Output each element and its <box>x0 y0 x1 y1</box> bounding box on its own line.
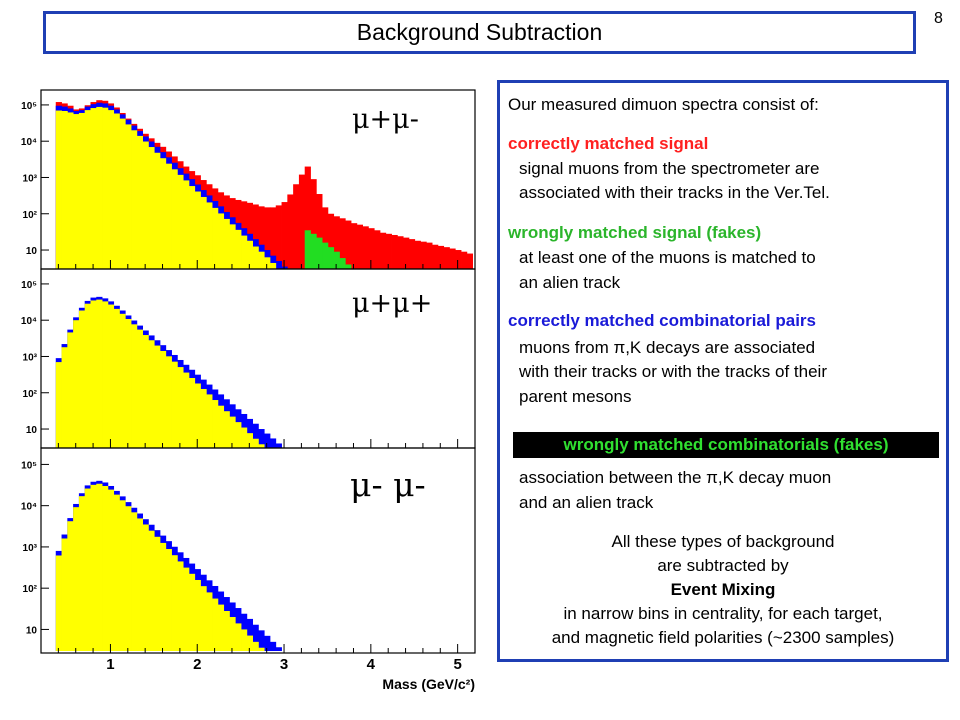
histogram-bar <box>374 230 380 269</box>
histogram-bar <box>403 238 409 269</box>
y-tick-label: 10² <box>22 584 37 596</box>
histogram-bar <box>229 224 235 269</box>
histogram-bar <box>345 221 351 269</box>
section-line: muons from π,K decays are associated <box>519 338 816 357</box>
histogram-bar <box>224 411 230 448</box>
section-heading-wrong-combinatorial: wrongly matched combinatorials (fakes) <box>513 432 939 458</box>
section-heading-correct-combinatorial: correctly matched combinatorial pairs <box>508 311 816 330</box>
spectrum-panel-1 <box>21 90 475 269</box>
histogram-bar <box>154 346 160 448</box>
histogram-bar <box>241 236 247 269</box>
section-line: parent mesons <box>519 387 632 406</box>
histogram-bar <box>137 518 143 651</box>
histogram-bar <box>102 486 108 651</box>
histogram-bar <box>432 245 438 269</box>
histogram-bar <box>264 434 270 448</box>
histogram-bar <box>224 219 230 269</box>
histogram-bar <box>85 304 91 448</box>
dimuon-spectra-plots <box>0 76 490 692</box>
intro-text: Our measured dimuon spectra consist of: <box>508 95 819 114</box>
histogram-bar <box>148 531 154 651</box>
histogram-bar <box>334 252 340 269</box>
histogram-bar <box>270 438 276 448</box>
histogram-bar <box>56 555 62 651</box>
histogram-bar <box>189 378 195 448</box>
page-number: 8 <box>934 10 943 27</box>
histogram-bar <box>415 241 421 269</box>
histogram-bar <box>62 347 68 448</box>
y-tick-label: 10³ <box>22 542 37 554</box>
section-heading-correct-signal: correctly matched signal <box>508 134 709 153</box>
histogram-bar <box>421 242 427 269</box>
histogram-bar <box>172 169 178 269</box>
histogram-bar <box>212 599 218 651</box>
histogram-bar <box>299 175 305 269</box>
histogram-bar <box>62 539 68 652</box>
histogram-bar <box>85 489 91 651</box>
x-tick-label: 5 <box>453 656 462 673</box>
histogram-bar <box>264 636 270 651</box>
series-yellow-fakes <box>56 484 265 651</box>
histogram-bar <box>137 330 143 448</box>
histogram-bar <box>154 537 160 651</box>
x-tick-label: 1 <box>106 656 115 673</box>
histogram-bar <box>67 332 73 448</box>
histogram-bar <box>444 247 450 269</box>
section-line: an alien track <box>519 273 621 292</box>
histogram-bar <box>270 263 276 269</box>
y-tick-label: 10⁵ <box>21 279 37 291</box>
histogram-bar <box>131 324 137 448</box>
y-tick-label: 10⁴ <box>20 137 37 149</box>
histogram-bar <box>56 362 62 448</box>
histogram-bar <box>102 301 108 448</box>
histogram-bar <box>276 647 282 651</box>
x-tick-label: 3 <box>279 656 289 673</box>
y-tick-label: 10⁵ <box>21 460 37 472</box>
histogram-bar <box>154 153 160 269</box>
histogram-bar <box>108 305 114 448</box>
histogram-bar <box>183 373 189 448</box>
histogram-bar <box>218 605 224 651</box>
histogram-bar <box>119 500 125 651</box>
histogram-bar <box>119 119 125 269</box>
histogram-bar <box>96 107 102 269</box>
histogram-bar <box>183 568 189 651</box>
channel-label: μ+μ+ <box>352 288 433 319</box>
y-tick-label: 10² <box>22 209 37 221</box>
spectrum-panel-3 <box>21 448 475 692</box>
y-tick-label: 10³ <box>22 352 37 364</box>
histogram-bar <box>305 230 311 269</box>
title-box <box>43 11 916 54</box>
histogram-bar <box>351 223 357 269</box>
histogram-bar <box>189 574 195 651</box>
histogram-bar <box>363 226 369 269</box>
histogram-bar <box>201 389 207 448</box>
histogram-bar <box>201 586 207 651</box>
histogram-bar <box>108 490 114 651</box>
histogram-bar <box>67 521 73 651</box>
histogram-bar <box>253 247 259 269</box>
histogram-bar <box>137 136 143 269</box>
section-line: and an alien track <box>519 493 654 512</box>
histogram-bar <box>90 485 96 651</box>
histogram-bar <box>79 113 85 269</box>
series-yellow-fakes <box>56 300 265 448</box>
histogram-bar <box>73 507 79 651</box>
histogram-bar <box>287 194 293 269</box>
histogram-bar <box>276 205 282 269</box>
histogram-bar <box>160 543 166 651</box>
histogram-bar <box>224 611 230 651</box>
histogram-bar <box>212 400 218 448</box>
summary-line: in narrow bins in centrality, for each target, <box>563 604 883 623</box>
section-heading-wrong-signal: wrongly matched signal (fakes) <box>508 223 762 242</box>
y-tick-label: 10⁴ <box>20 316 37 328</box>
histogram-bar <box>247 636 253 651</box>
summary-line: All these types of background <box>611 532 835 551</box>
histogram-bar <box>90 300 96 448</box>
histogram-bar <box>339 258 345 269</box>
histogram-bar <box>380 233 386 269</box>
x-axis-title: Mass (GeV/c²) <box>382 676 475 692</box>
histogram-bar <box>195 192 201 269</box>
histogram-bar <box>229 617 235 651</box>
y-tick-label: 10 <box>25 625 37 637</box>
histogram-bar <box>62 111 68 269</box>
histogram-bar <box>56 111 62 269</box>
x-tick-label: 4 <box>366 656 376 673</box>
channel-label: μ+μ- <box>352 104 419 135</box>
summary-line-event-mixing: Event Mixing <box>670 580 776 599</box>
histogram-bar <box>125 506 131 651</box>
histogram-bar <box>467 254 473 269</box>
page-title: Background Subtraction <box>356 19 603 45</box>
histogram-bar <box>206 592 212 651</box>
histogram-bar <box>195 580 201 651</box>
histogram-bar <box>177 561 183 651</box>
histogram-bar <box>235 623 241 651</box>
histogram-bar <box>293 184 299 269</box>
histogram-bar <box>73 114 79 269</box>
histogram-bar <box>397 236 403 269</box>
histogram-bar <box>195 383 201 448</box>
histogram-bar <box>183 180 189 269</box>
histogram-bar <box>108 110 114 269</box>
histogram-bar <box>131 130 137 269</box>
histogram-bar <box>241 428 247 448</box>
histogram-bar <box>172 555 178 651</box>
histogram-bar <box>264 257 270 269</box>
histogram-bar <box>282 202 288 269</box>
histogram-bar <box>386 234 392 269</box>
histogram-bar <box>143 524 149 651</box>
histogram-bar <box>177 367 183 448</box>
y-tick-label: 10 <box>25 425 37 437</box>
histogram-bar <box>258 648 264 651</box>
section-line: with their tracks or with the tracks of their <box>519 362 827 381</box>
histogram-bar <box>311 234 317 269</box>
spectrum-panel-2 <box>21 269 475 448</box>
histogram-bar <box>67 112 73 269</box>
histogram-bar <box>119 314 125 448</box>
histogram-bar <box>96 300 102 448</box>
histogram-bar <box>426 243 432 269</box>
histogram-bar <box>218 406 224 448</box>
histogram-bar <box>73 320 79 448</box>
histogram-bar <box>409 239 415 269</box>
histogram-bar <box>114 309 120 448</box>
histogram-bar <box>345 264 351 269</box>
histogram-bar <box>177 175 183 269</box>
histogram-bar <box>148 147 154 269</box>
histogram-bar <box>201 197 207 269</box>
section-line: signal muons from the spectrometer are <box>519 159 820 178</box>
histogram-bar <box>160 351 166 448</box>
histogram-bar <box>258 252 264 269</box>
channel-label: μ- μ- <box>350 465 426 504</box>
series-yellow-fakes <box>56 107 282 269</box>
histogram-bar <box>85 110 91 269</box>
histogram-bar <box>253 642 259 651</box>
histogram-bar <box>125 124 131 269</box>
y-tick-label: 10⁴ <box>20 501 37 513</box>
histogram-bar <box>247 241 253 269</box>
histogram-bar <box>276 261 282 269</box>
histogram-bar <box>148 340 154 448</box>
histogram-bar <box>438 246 444 269</box>
histogram-bar <box>449 249 455 269</box>
histogram-bar <box>96 484 102 651</box>
x-tick-label: 2 <box>193 656 202 673</box>
histogram-bar <box>143 335 149 448</box>
histogram-bar <box>131 512 137 651</box>
histogram-bar <box>392 235 398 269</box>
histogram-bar <box>322 243 328 269</box>
histogram-bar <box>461 252 467 269</box>
histogram-bar <box>125 319 131 448</box>
histogram-bar <box>235 230 241 269</box>
section-line: at least one of the muons is matched to <box>519 248 816 267</box>
histogram-bar <box>79 496 85 651</box>
histogram-bar <box>241 629 247 651</box>
histogram-bar <box>172 362 178 448</box>
histogram-bar <box>166 549 172 651</box>
y-tick-label: 10⁵ <box>21 100 37 112</box>
histogram-bar <box>455 250 461 269</box>
histogram-bar <box>247 433 253 448</box>
section-line: associated with their tracks in the Ver.Tel. <box>519 183 830 202</box>
histogram-bar <box>276 443 282 448</box>
histogram-bar <box>114 114 120 270</box>
histogram-bar <box>166 164 172 269</box>
summary-line: are subtracted by <box>657 556 789 575</box>
histogram-bar <box>102 108 108 269</box>
histogram-bar <box>90 108 96 269</box>
histogram-bar <box>235 422 241 448</box>
histogram-bar <box>316 238 322 269</box>
histogram-bar <box>189 186 195 269</box>
section-line: association between the π,K decay muon <box>519 468 832 487</box>
histogram-bar <box>114 495 120 651</box>
histogram-bar <box>229 417 235 448</box>
histogram-bar <box>218 213 224 269</box>
y-tick-label: 10 <box>25 246 37 258</box>
histogram-bar <box>160 158 166 269</box>
histogram-bar <box>357 225 363 269</box>
histogram-bar <box>253 439 259 448</box>
histogram-bar <box>79 311 85 448</box>
y-tick-label: 10² <box>22 388 37 400</box>
histogram-bar <box>328 247 334 269</box>
histogram-bar <box>368 228 374 269</box>
histogram-bar <box>270 642 276 651</box>
histogram-bar <box>212 208 218 269</box>
histogram-bar <box>206 202 212 269</box>
histogram-bar <box>143 142 149 269</box>
histogram-bar <box>166 356 172 448</box>
y-tick-label: 10³ <box>22 173 37 185</box>
histogram-bar <box>206 394 212 448</box>
text-box <box>497 80 949 662</box>
summary-line: and magnetic field polarities (~2300 samples) <box>551 628 895 647</box>
